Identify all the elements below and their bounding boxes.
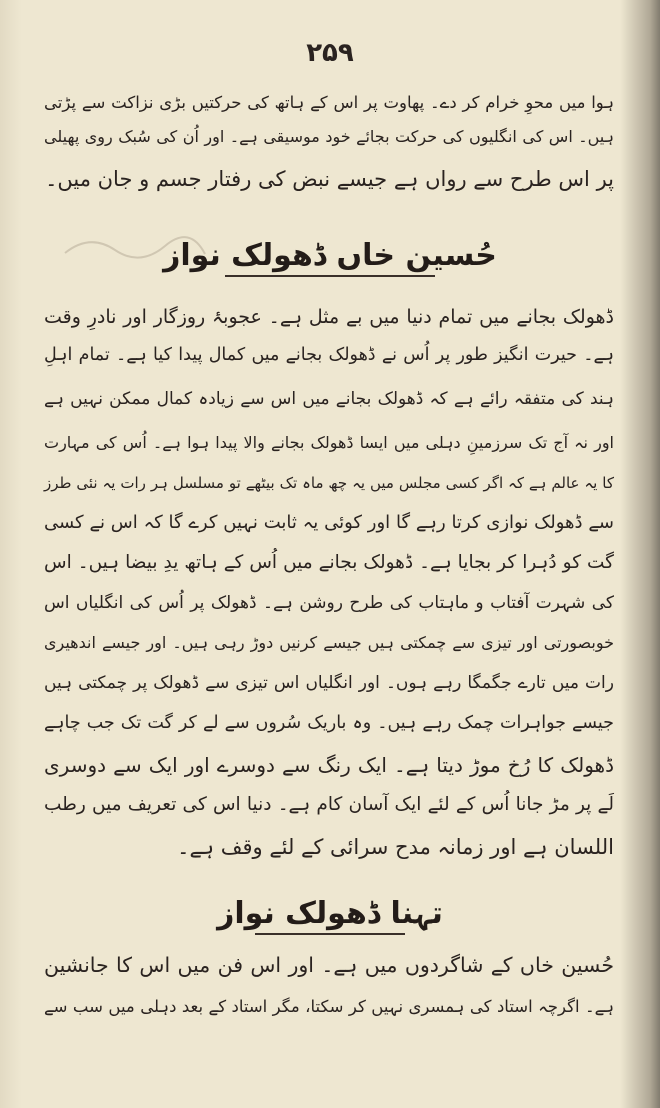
intro-line-1: ہوا میں محوِ خرام کر دے۔ پھاوت پر اس کے ہاتھ کی حرکتیں بڑی نزاکت سے پڑتی [44, 93, 614, 112]
page-number: ۲۵۹ [306, 38, 354, 68]
section1-line-13: لَے پر مڑ جانا اُس کے لئے ایک آسان کام ہے۔ دنیا اس کی تعریف میں رطب [44, 794, 614, 815]
section2-line-2: ہے۔ اگرچہ استاد کی ہمسری نہیں کر سکتا، مگر استاد کے بعد دہلی میں سب سے [44, 997, 614, 1016]
section1-line-4: اور نہ آج تک سرزمینِ دہلی میں ایسا ڈھولک بجانے والا پیدا ہوا ہے۔ اُس کی مہارت [44, 433, 614, 452]
intro-line-3: پر اس طرح سے رواں ہے جیسے نبض کی رفتار جسم و جان میں۔ [45, 167, 614, 191]
section1-line-2: ہے۔ حیرت انگیز طور پر اُس نے ڈھولک بجانے میں کمال پیدا کیا ہے۔ تمام اہلِ [44, 345, 614, 365]
section1-line-6: سے ڈھولک نوازی کرتا رہے گا اور کوئی یہ ثابت نہیں کرے گا کہ اس نے کسی [44, 512, 614, 533]
section1-line-7: گت کو دُہرا کر بجایا ہے۔ ڈھولک بجانے میں اُس کے ہاتھ یدِ بیضا ہیں۔ اس [44, 552, 614, 573]
section1-line-11: جیسے جواہرات چمک رہے ہیں۔ وہ باریک سُروں سے لے کر گت تک جب چاہے [44, 713, 614, 733]
section1-line-14: اللسان ہے اور زمانہ مدح سرائی کے لئے وقف ہے۔ [177, 835, 614, 859]
section-heading-tehna-text: تہنا ڈھولک نواز [217, 896, 443, 931]
section1-line-5: کا یہ عالم ہے کہ اگر کسی مجلس میں یہ چھ ماہ تک بیٹھے تو مسلسل ہر رات یہ نئی طرز [44, 474, 614, 492]
section1-line-1: ڈھولک بجانے میں تمام دنیا میں بے مثل ہے۔ عجوبۂ روزگار اور نادرِ وقت [44, 306, 614, 328]
section-heading-husain-khan-text: حُسین خاں ڈھولک نواز [163, 238, 497, 273]
section1-line-10: رات میں تارے جگمگا رہے ہوں۔ اور انگلیاں اس تیزی سے ڈھولک پر چمکتی ہیں [44, 673, 614, 693]
intro-line-2: ہیں۔ اس کی انگلیوں کی حرکت بجائے خود موسیقی ہے۔ اور اُن کی سُبک روی پھیلی [44, 127, 614, 146]
heading-underline [255, 933, 405, 935]
section-heading-tehna [0, 896, 660, 935]
section1-line-9: خوبصورتی اور تیزی سے چمکتی ہیں جیسے کرنیں دوڑ رہی ہیں۔ اور جیسے اندھیری [44, 633, 614, 652]
heading-underline [225, 275, 435, 277]
section2-line-1: حُسین خاں کے شاگردوں میں ہے۔ اور اس فن میں اس کا جانشین [44, 953, 614, 977]
section1-line-3: ہند کی متفقہ رائے ہے کہ ڈھولک بجانے میں اس سے زیادہ کمال ممکن نہیں ہے [44, 389, 614, 409]
section-heading-husain-khan [0, 238, 660, 277]
section1-line-12: ڈھولک کا رُخ موڑ دیتا ہے۔ ایک رنگ سے دوسرے اور ایک سے دوسری [44, 753, 614, 777]
section1-line-8: کی شہرت آفتاب و ماہتاب کی طرح روشن ہے۔ ڈھولک پر اُس کی انگلیاں اس [44, 593, 614, 613]
